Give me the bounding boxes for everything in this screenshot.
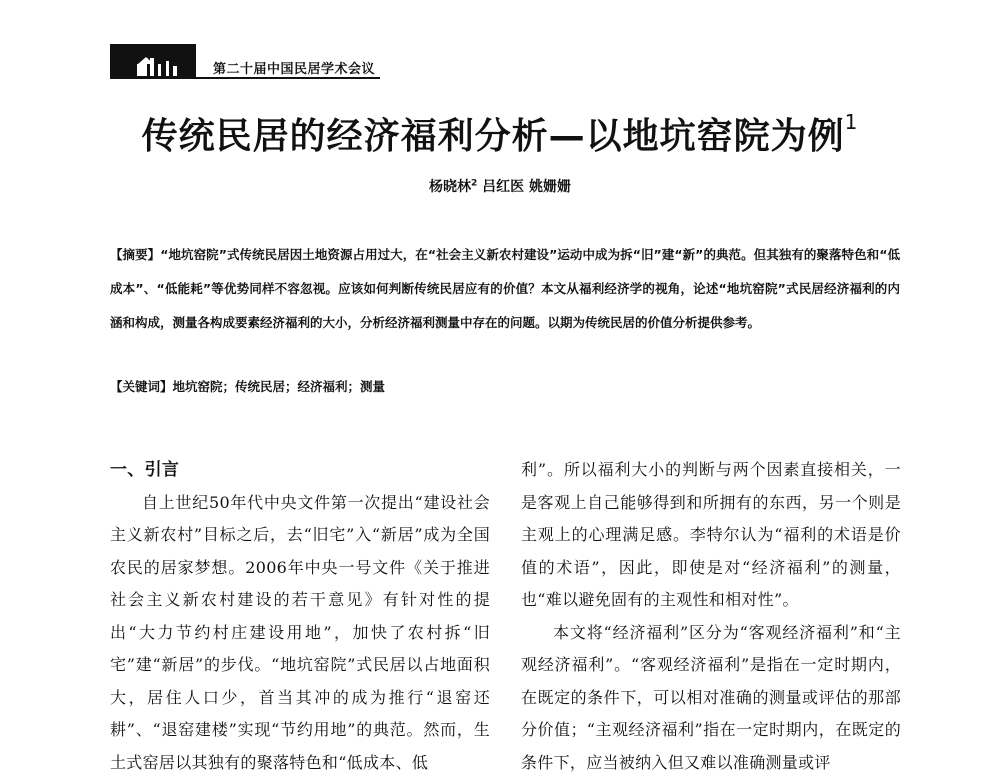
keywords-label: 【关键词】 [110,379,173,394]
author-footnote-mark: 2 [471,178,477,188]
body-paragraph: 本文将“经济福利”区分为“客观经济福利”和“主观经济福利”。“客观经济福利”是指在一定时期内，在既定的条件下，可以相对准确的测量或评估的那部分价值；“主观经济福利”指在一定时期内，在既定的条件下，应当被纳入但又难以准确测量或评 [521,617,901,779]
keywords [110,375,900,399]
keywords-text: 地坑窑院；传统民居；经济福利；测量 [173,379,386,394]
author-name: 吕红医 [482,179,524,195]
paper-title [0,108,1000,159]
body-paragraph: 利”。所以福利大小的判断与两个因素直接相关，一是客观上自己能够得到和所拥有的东西，另一个则是主观上的心理满足感。李特尔认为“福利的术语是价值的术语”，因此，即使是对“经济福利”的测量，也“难以避免固有的主观性和相对性”。 [521,454,901,617]
abstract-text: “地坑窑院”式传统民居因土地资源占用过大，在“社会主义新农村建设”运动中成为拆“旧”建“新”的典范。但其独有的聚落特色和“低成本”、“低能耗”等优势同样不容忽视。应该如何判断传统民居应有的价值？本文从福利经济学的视角，论述“地坑窑院”式民居经济福利的内涵和构成，测量各构成要素经济福利的大小，分析经济福利测量中存在的问题。以期为传统民居的价值分析提供参考。 [110,247,900,330]
conference-name: 第二十届中国民居学术会议 [213,58,375,77]
title-text: 传统民居的经济福利分析—以地坑窑院为例 [142,116,845,157]
body-column-right [521,454,901,779]
abstract-label: 【摘要】 [110,247,160,262]
body-paragraph: 自上世纪50年代中央文件第一次提出“建设社会主义新农村”目标之后，去“旧宅”入“新居”成为全国农民的居家梦想。2006年中央一号文件《关于推进社会主义新农村建设的若干意见》有针对性的提出“大力节约村庄建设用地”，加快了农村拆“旧宅”建“新居”的步伐。“地坑窑院”式民居以占地面积大，居住人口少，首当其冲的成为推行“退窑还耕”、“退窑建楼”实现“节约用地”的典范。然而，生土式窑居以其独有的聚落特色和“低成本、低 [110,487,490,779]
abstract [110,238,900,340]
conference-logo-icon [110,44,196,78]
section-heading: 一、引言 [110,454,490,487]
author-name: 姚姗姗 [529,179,571,195]
author-name: 杨晓林 [429,179,471,195]
author-list [0,176,1000,196]
header-rule [110,77,380,79]
title-footnote-mark: 1 [845,110,859,134]
body-column-left [110,454,490,779]
